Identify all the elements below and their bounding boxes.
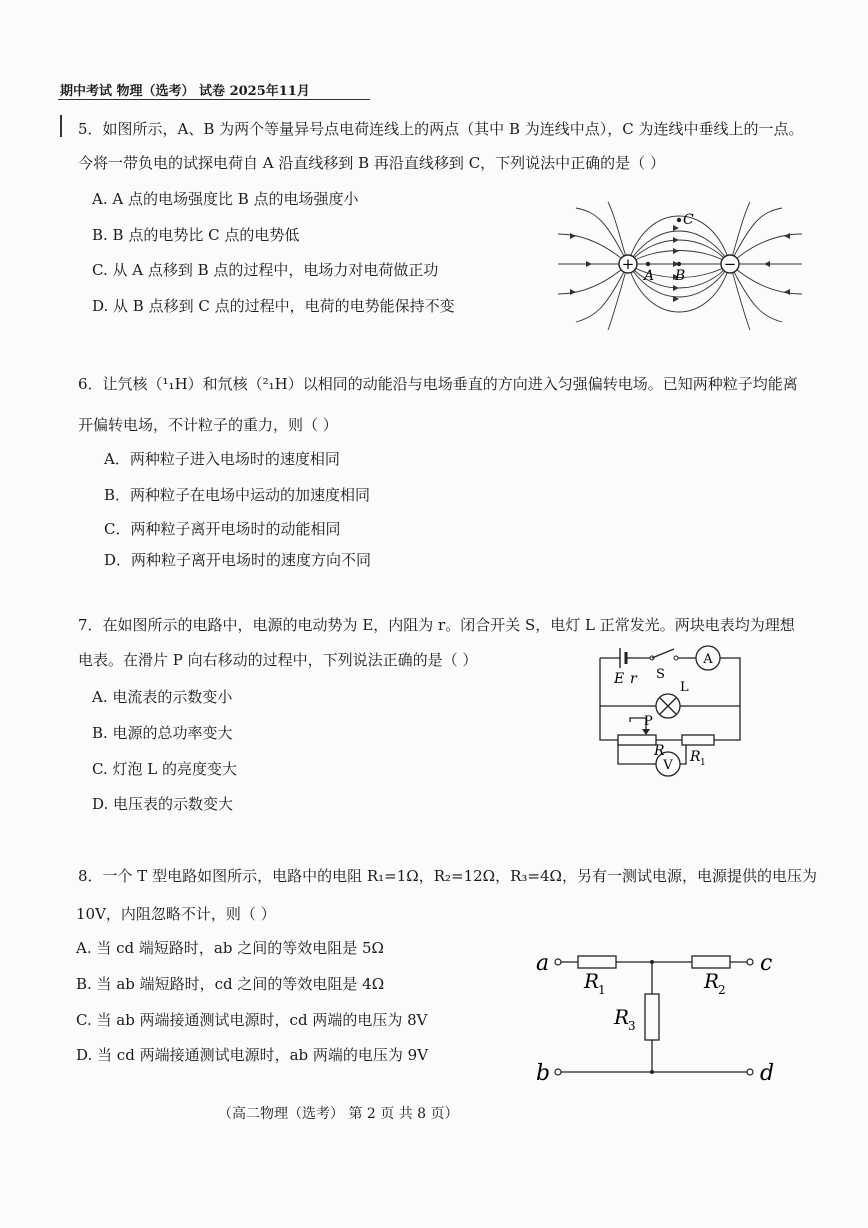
r3-label: R <box>614 1005 630 1029</box>
voltmeter-label: V <box>663 758 673 773</box>
q8-option-b: B. 当 ab 端短路时，cd 之间的等效电阻是 4Ω <box>76 975 385 993</box>
slider-label: P <box>644 714 653 729</box>
point-a-label: A <box>644 268 655 284</box>
q8-option-d: D. 当 cd 两端接通测试电源时，ab 两端的电压为 9V <box>76 1046 429 1064</box>
electric-field-diagram <box>556 200 806 335</box>
negative-charge-label: − <box>723 255 737 273</box>
margin-mark <box>60 115 62 137</box>
terminal-c <box>747 959 753 965</box>
r1-subscript: 1 <box>598 983 606 997</box>
q7-option-a: A. 电流表的示数变小 <box>92 688 233 706</box>
r2-label: R <box>704 969 720 993</box>
q7-stem-line2: 电表。在滑片 P 向右移动的过程中，下列说法正确的是（ ） <box>78 651 478 669</box>
point-b-dot <box>677 262 681 266</box>
terminal-d-label: d <box>760 1061 775 1086</box>
point-b-label: B <box>675 268 686 284</box>
exam-header: 期中考试 物理（选考） 试卷 2025年11月 <box>60 84 310 99</box>
resistor-r3 <box>645 994 659 1040</box>
r1-label: R <box>690 749 701 765</box>
q8-stem-line1: 8．一个 T 型电路如图所示，电路中的电阻 R₁=1Ω，R₂=12Ω，R₃=4Ω，另有一测试电源，电源提供的电压为 <box>78 867 817 885</box>
resistor-r2 <box>692 956 730 968</box>
q6-option-a: A．两种粒子进入电场时的速度相同 <box>104 450 340 468</box>
emf-label: E <box>614 671 625 687</box>
switch-contact <box>674 656 678 660</box>
junction-bottom <box>650 1070 654 1074</box>
r1-label: R <box>584 969 600 993</box>
q6-option-d: D．两种粒子离开电场时的速度方向不同 <box>104 551 372 569</box>
circuit-diagram-q7 <box>590 640 750 780</box>
t-circuit-diagram-q8 <box>530 944 790 1094</box>
q6-stem-line2: 开偏转电场，不计粒子的重力，则（ ） <box>78 416 338 434</box>
q7-option-c: C. 灯泡 L 的亮度变大 <box>92 760 237 778</box>
junction-top <box>650 960 654 964</box>
q8-option-c: C. 当 ab 两端接通测试电源时，cd 两端的电压为 8V <box>76 1011 428 1029</box>
q5-option-b: B. B 点的电势比 C 点的电势低 <box>92 226 300 244</box>
page-footer: （高二物理（选考） 第 2 页 共 8 页） <box>218 1106 459 1122</box>
r1-subscript: 1 <box>700 758 706 768</box>
terminal-b-label: b <box>536 1061 551 1086</box>
q8-option-a: A. 当 cd 端短路时，ab 之间的等效电阻是 5Ω <box>76 939 384 957</box>
header-underline <box>58 99 370 100</box>
r2-subscript: 2 <box>718 983 726 997</box>
lamp-label: L <box>680 680 689 695</box>
terminal-a-label: a <box>536 951 550 976</box>
r3-subscript: 3 <box>628 1019 636 1033</box>
q5-option-c: C. 从 A 点移到 B 点的过程中，电场力对电荷做正功 <box>92 261 439 279</box>
resistor-r1 <box>682 735 714 745</box>
q7-option-d: D. 电压表的示数变大 <box>92 795 234 813</box>
q5-option-a: A. A 点的电场强度比 B 点的电场强度小 <box>92 190 359 208</box>
q7-option-b: B. 电源的总功率变大 <box>92 724 233 742</box>
resistor-r1 <box>578 956 616 968</box>
ammeter-label: A <box>703 652 713 667</box>
internal-resistance-label: r <box>630 671 637 687</box>
q6-option-c: C．两种粒子离开电场时的动能相同 <box>104 520 341 538</box>
terminal-a <box>555 959 561 965</box>
q5-option-d: D. 从 B 点移到 C 点的过程中，电荷的电势能保持不变 <box>92 297 455 315</box>
point-c-dot <box>677 218 681 222</box>
q8-stem-line2: 10V，内阻忽略不计，则（ ） <box>76 905 276 923</box>
q6-option-b: B．两种粒子在电场中运动的加速度相同 <box>104 486 371 504</box>
point-c-label: C <box>683 212 694 228</box>
point-a-dot <box>646 262 650 266</box>
terminal-b <box>555 1069 561 1075</box>
q5-stem-line1: 5．如图所示，A、B 为两个等量异号点电荷连线上的两点（其中 B 为连线中点），C 为连线中垂线上的一点。 <box>78 120 804 138</box>
terminal-c-label: c <box>760 951 773 976</box>
positive-charge-label: + <box>621 255 635 273</box>
rheostat-label: R <box>654 743 665 759</box>
q6-stem-line1: 6．让氕核（¹₁H）和氘核（²₁H）以相同的动能沿与电场垂直的方向进入匀强偏转电场。已知两种粒子均能离 <box>78 375 798 393</box>
q5-stem-line2: 今将一带负电的试探电荷自 A 沿直线移到 B 再沿直线移到 C，下列说法中正确的是（ ） <box>78 154 665 172</box>
q7-stem-line1: 7．在如图所示的电路中，电源的电动势为 E，内阻为 r。闭合开关 S，电灯 L 正常发光。两块电表均为理想 <box>78 616 795 634</box>
switch-blade <box>652 649 674 658</box>
terminal-d <box>747 1069 753 1075</box>
slider-arrow <box>642 729 650 735</box>
switch-label: S <box>656 667 665 682</box>
rheostat <box>618 735 656 745</box>
